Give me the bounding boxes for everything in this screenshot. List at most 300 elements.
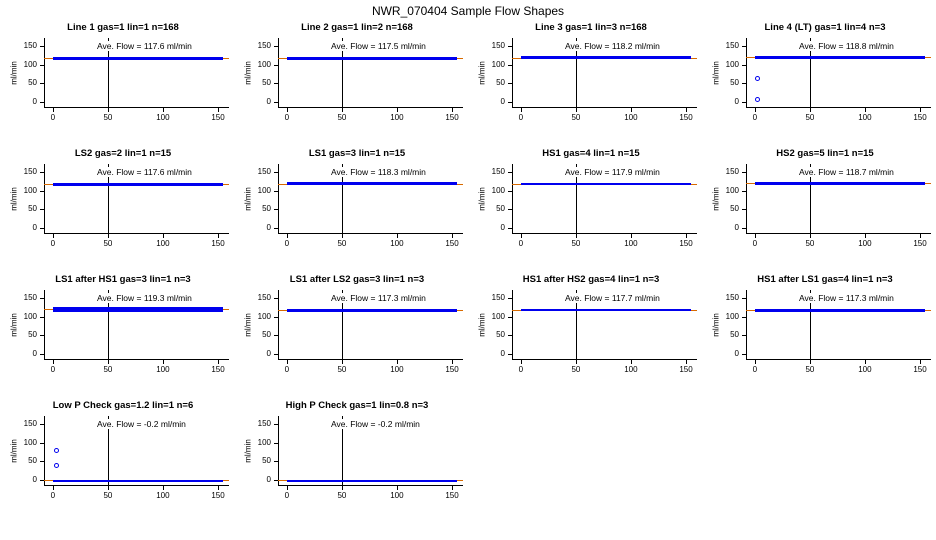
x-axis-line	[44, 485, 229, 486]
x-axis-line	[278, 107, 463, 108]
y-tick-label: 150	[23, 40, 37, 50]
x-axis-line	[278, 485, 463, 486]
plot-area	[23, 290, 229, 374]
x-tick-label: 100	[156, 491, 170, 500]
x-tick	[397, 108, 398, 112]
x-tick-label: 50	[805, 365, 815, 374]
x-tick	[631, 360, 632, 364]
x-tick-label: 50	[805, 239, 815, 248]
y-axis-line	[512, 164, 513, 234]
mean-flow-annotation: Ave. Flow = 118.8 ml/min	[799, 41, 894, 51]
y-tick	[734, 97, 746, 107]
x-tick-label: 0	[50, 113, 56, 122]
y-tick	[491, 166, 512, 176]
y-tick	[262, 456, 278, 466]
x-tick-label: 0	[284, 491, 290, 500]
y-tick-label: 0	[734, 349, 739, 359]
y-tick	[496, 330, 512, 340]
y-tick-label: 0	[266, 97, 271, 107]
x-tick-label: 50	[571, 365, 581, 374]
y-tick	[266, 349, 278, 359]
x-tick	[521, 234, 522, 238]
y-tick	[23, 311, 44, 321]
x-tick-label: 50	[805, 113, 815, 122]
y-tick-label: 150	[23, 166, 37, 176]
y-tick-label: 150	[23, 292, 37, 302]
x-tick	[163, 234, 164, 238]
x-tick-label: 100	[156, 365, 170, 374]
panel-title: HS1 gas=4 lin=1 n=15	[542, 148, 640, 159]
y-tick-label: 150	[257, 166, 271, 176]
y-tick	[262, 204, 278, 214]
mean-flow-annotation: Ave. Flow = 117.7 ml/min	[565, 293, 660, 303]
x-tick	[287, 486, 288, 490]
x-tick	[342, 486, 343, 490]
plot-area	[491, 38, 697, 122]
x-axis-line	[746, 107, 931, 108]
mean-flow-annotation: Ave. Flow = -0.2 ml/min	[331, 419, 420, 429]
y-tick	[266, 223, 278, 233]
x-axis-line	[512, 107, 697, 108]
chart-panel	[474, 22, 708, 146]
y-tick-label: 150	[23, 418, 37, 428]
data-series-band	[53, 183, 223, 186]
x-tick-label: 100	[858, 365, 872, 374]
y-tick	[725, 311, 746, 321]
y-axis-label: ml/min	[477, 61, 487, 85]
x-axis-line	[44, 107, 229, 108]
y-tick-label: 0	[32, 349, 37, 359]
y-tick	[257, 437, 278, 447]
data-point	[54, 448, 59, 453]
y-tick-label: 100	[725, 311, 739, 321]
plot-area	[257, 164, 463, 248]
y-tick-label: 150	[725, 292, 739, 302]
y-tick	[730, 78, 746, 88]
x-tick-label: 150	[679, 365, 693, 374]
x-tick-label: 150	[211, 239, 225, 248]
y-tick	[32, 349, 44, 359]
x-tick-label: 50	[337, 239, 347, 248]
panel-title: Line 4 (LT) gas=1 lin=4 n=3	[764, 22, 886, 33]
y-tick-label: 50	[496, 78, 505, 88]
x-tick-label: 50	[103, 113, 113, 122]
y-tick-label: 100	[23, 311, 37, 321]
x-tick-label: 0	[50, 365, 56, 374]
y-axis-label: ml/min	[243, 313, 253, 337]
y-tick	[23, 292, 44, 302]
data-point	[755, 97, 760, 102]
y-tick	[266, 97, 278, 107]
y-tick	[257, 166, 278, 176]
x-tick-label: 150	[211, 365, 225, 374]
y-tick-label: 50	[28, 456, 37, 466]
x-tick	[686, 234, 687, 238]
y-tick	[32, 97, 44, 107]
x-tick	[452, 486, 453, 490]
y-axis-line	[44, 38, 45, 108]
x-tick	[397, 486, 398, 490]
chart-panel	[6, 148, 240, 272]
y-tick	[28, 204, 44, 214]
x-tick	[452, 108, 453, 112]
y-axis-line	[44, 290, 45, 360]
x-tick	[287, 234, 288, 238]
y-tick	[500, 349, 512, 359]
x-tick	[108, 360, 109, 364]
data-series-band	[521, 183, 691, 186]
x-tick	[521, 108, 522, 112]
x-tick-label: 0	[752, 239, 758, 248]
data-series-band	[53, 307, 223, 312]
y-tick	[262, 330, 278, 340]
y-tick	[500, 97, 512, 107]
data-series-band	[287, 182, 457, 185]
x-tick	[342, 234, 343, 238]
x-tick	[218, 234, 219, 238]
data-series-band	[287, 309, 457, 312]
y-tick	[23, 185, 44, 195]
x-tick-label: 0	[518, 239, 524, 248]
chart-panel	[474, 148, 708, 272]
chart-panel	[708, 22, 936, 146]
chart-panel	[474, 274, 708, 398]
y-tick-label: 50	[730, 330, 739, 340]
plot-area	[257, 290, 463, 374]
plot-area	[23, 416, 229, 500]
mean-flow-annotation: Ave. Flow = 118.7 ml/min	[799, 167, 894, 177]
mean-flow-annotation: Ave. Flow = 117.6 ml/min	[97, 167, 192, 177]
panel-title: HS1 after LS1 gas=4 lin=1 n=3	[757, 274, 893, 285]
y-tick-label: 50	[496, 204, 505, 214]
chart-panel	[6, 22, 240, 146]
data-series-band	[287, 57, 457, 60]
y-tick	[257, 185, 278, 195]
plot-area	[23, 38, 229, 122]
mean-flow-annotation: Ave. Flow = -0.2 ml/min	[97, 419, 186, 429]
x-tick-label: 0	[752, 365, 758, 374]
chart-panel	[6, 400, 240, 524]
y-tick	[257, 418, 278, 428]
panel-title: LS1 gas=3 lin=1 n=15	[308, 148, 406, 159]
mean-flow-annotation: Ave. Flow = 117.5 ml/min	[331, 41, 426, 51]
x-tick	[810, 360, 811, 364]
x-tick	[342, 108, 343, 112]
x-tick	[865, 360, 866, 364]
x-tick-label: 0	[50, 239, 56, 248]
x-tick-label: 50	[103, 491, 113, 500]
y-tick	[262, 78, 278, 88]
y-axis-label: ml/min	[9, 61, 19, 85]
y-tick	[257, 292, 278, 302]
x-tick-label: 50	[103, 365, 113, 374]
data-series-band	[755, 56, 925, 59]
x-tick	[53, 360, 54, 364]
x-tick	[163, 108, 164, 112]
y-tick-label: 50	[730, 204, 739, 214]
x-tick-label: 100	[624, 365, 638, 374]
y-tick-label: 0	[32, 97, 37, 107]
x-tick-label: 150	[913, 239, 927, 248]
x-tick-label: 150	[913, 365, 927, 374]
y-tick	[725, 166, 746, 176]
x-tick-label: 150	[679, 113, 693, 122]
x-tick-label: 100	[390, 239, 404, 248]
x-tick	[108, 234, 109, 238]
data-series-band	[53, 480, 223, 482]
x-tick-label: 0	[518, 113, 524, 122]
mean-flow-annotation: Ave. Flow = 117.9 ml/min	[565, 167, 660, 177]
y-axis-label: ml/min	[711, 313, 721, 337]
mean-flow-annotation: Ave. Flow = 117.6 ml/min	[97, 41, 192, 51]
x-tick	[576, 360, 577, 364]
y-axis-label: ml/min	[9, 313, 19, 337]
x-tick	[576, 108, 577, 112]
figure-title: NWR_070404 Sample Flow Shapes	[371, 4, 565, 18]
plot-area	[725, 290, 931, 374]
chart-panel	[240, 400, 474, 524]
y-axis-line	[512, 290, 513, 360]
y-tick	[23, 166, 44, 176]
x-tick	[163, 486, 164, 490]
y-tick-label: 150	[491, 292, 505, 302]
x-tick	[576, 234, 577, 238]
y-tick-label: 0	[266, 475, 271, 485]
y-tick-label: 100	[23, 59, 37, 69]
y-axis-label: ml/min	[9, 439, 19, 463]
x-tick	[452, 234, 453, 238]
y-tick-label: 50	[262, 78, 271, 88]
y-tick	[28, 456, 44, 466]
y-tick	[23, 437, 44, 447]
panel-title: Line 2 gas=1 lin=2 n=168	[301, 22, 413, 33]
x-axis-line	[746, 359, 931, 360]
x-tick	[865, 234, 866, 238]
x-tick-label: 0	[518, 365, 524, 374]
chart-panel	[708, 274, 936, 398]
x-tick-label: 100	[156, 113, 170, 122]
x-tick-label: 150	[679, 239, 693, 248]
y-tick-label: 100	[491, 311, 505, 321]
x-tick	[397, 234, 398, 238]
y-tick-label: 150	[491, 40, 505, 50]
x-axis-line	[278, 359, 463, 360]
data-series-band	[755, 182, 925, 185]
y-axis-label: ml/min	[243, 187, 253, 211]
y-tick-label: 150	[491, 166, 505, 176]
y-tick-label: 50	[262, 204, 271, 214]
chart-panel	[240, 22, 474, 146]
x-tick-label: 0	[284, 365, 290, 374]
x-axis-line	[746, 233, 931, 234]
y-tick	[734, 349, 746, 359]
x-tick-label: 50	[337, 365, 347, 374]
y-axis-label: ml/min	[477, 187, 487, 211]
x-tick-label: 150	[445, 113, 459, 122]
mean-flow-annotation: Ave. Flow = 118.2 ml/min	[565, 41, 660, 51]
x-tick-label: 50	[337, 113, 347, 122]
x-tick-label: 150	[913, 113, 927, 122]
x-tick	[920, 234, 921, 238]
x-tick	[631, 234, 632, 238]
y-tick-label: 100	[725, 59, 739, 69]
y-tick	[500, 223, 512, 233]
x-tick-label: 100	[390, 113, 404, 122]
x-tick	[755, 360, 756, 364]
x-tick	[810, 234, 811, 238]
y-tick	[491, 59, 512, 69]
x-tick-label: 100	[390, 365, 404, 374]
x-tick-label: 50	[571, 113, 581, 122]
y-tick-label: 0	[500, 97, 505, 107]
y-tick-label: 0	[500, 349, 505, 359]
x-tick	[631, 108, 632, 112]
y-tick-label: 0	[32, 223, 37, 233]
y-tick	[491, 311, 512, 321]
plot-area	[23, 164, 229, 248]
x-tick	[218, 108, 219, 112]
x-tick	[108, 486, 109, 490]
y-tick-label: 100	[725, 185, 739, 195]
y-tick-label: 50	[496, 330, 505, 340]
x-tick	[920, 108, 921, 112]
y-tick-label: 150	[725, 166, 739, 176]
y-axis-line	[44, 164, 45, 234]
data-point	[755, 76, 760, 81]
y-tick-label: 100	[23, 437, 37, 447]
x-tick	[218, 360, 219, 364]
chart-panel	[240, 148, 474, 272]
x-axis-line	[44, 359, 229, 360]
x-tick	[755, 234, 756, 238]
y-tick-label: 100	[257, 437, 271, 447]
y-axis-label: ml/min	[711, 61, 721, 85]
y-tick-label: 150	[257, 292, 271, 302]
x-tick-label: 0	[50, 491, 56, 500]
mean-flow-annotation: Ave. Flow = 119.3 ml/min	[97, 293, 192, 303]
x-tick-label: 100	[858, 113, 872, 122]
x-tick	[163, 360, 164, 364]
y-tick	[257, 59, 278, 69]
chart-panel	[708, 148, 936, 272]
x-tick-label: 50	[103, 239, 113, 248]
y-tick	[32, 223, 44, 233]
x-tick-label: 50	[571, 239, 581, 248]
y-tick	[23, 40, 44, 50]
plot-area	[491, 164, 697, 248]
y-tick	[491, 40, 512, 50]
x-tick-label: 100	[858, 239, 872, 248]
data-series-band	[755, 309, 925, 312]
x-tick	[53, 108, 54, 112]
x-tick-label: 0	[752, 113, 758, 122]
x-tick	[686, 108, 687, 112]
chart-panel	[6, 274, 240, 398]
panel-title: Line 3 gas=1 lin=3 n=168	[535, 22, 647, 33]
y-tick-label: 0	[734, 97, 739, 107]
plot-area	[491, 290, 697, 374]
y-tick	[496, 78, 512, 88]
panel-title: Low P Check gas=1.2 lin=1 n=6	[52, 400, 194, 411]
y-axis-line	[746, 38, 747, 108]
mean-flow-annotation: Ave. Flow = 117.3 ml/min	[799, 293, 894, 303]
data-series-band	[521, 309, 691, 312]
y-tick	[491, 185, 512, 195]
x-tick-label: 150	[445, 239, 459, 248]
chart-panel	[240, 274, 474, 398]
x-axis-line	[512, 233, 697, 234]
x-tick-label: 150	[211, 113, 225, 122]
x-tick	[53, 234, 54, 238]
x-tick	[108, 108, 109, 112]
panel-title: LS1 after LS2 gas=3 lin=1 n=3	[289, 274, 425, 285]
panel-title: Line 1 gas=1 lin=1 n=168	[67, 22, 179, 33]
x-tick-label: 100	[624, 239, 638, 248]
y-tick-label: 50	[28, 204, 37, 214]
y-axis-label: ml/min	[711, 187, 721, 211]
y-tick	[28, 330, 44, 340]
y-tick-label: 150	[257, 418, 271, 428]
y-tick	[725, 292, 746, 302]
plot-area	[257, 416, 463, 500]
data-series-band	[287, 480, 457, 482]
y-tick-label: 0	[32, 475, 37, 485]
y-axis-label: ml/min	[9, 187, 19, 211]
y-axis-line	[746, 164, 747, 234]
y-tick-label: 0	[734, 223, 739, 233]
y-axis-label: ml/min	[243, 439, 253, 463]
y-tick-label: 100	[491, 185, 505, 195]
y-tick	[23, 59, 44, 69]
y-tick	[257, 311, 278, 321]
panel-title: HS1 after HS2 gas=4 lin=1 n=3	[522, 274, 660, 285]
x-tick	[287, 360, 288, 364]
y-tick	[730, 204, 746, 214]
y-tick-label: 150	[725, 40, 739, 50]
data-series-band	[53, 57, 223, 60]
x-tick-label: 150	[445, 491, 459, 500]
x-tick-label: 0	[284, 239, 290, 248]
y-tick	[23, 418, 44, 428]
y-tick	[725, 185, 746, 195]
y-axis-line	[278, 290, 279, 360]
y-axis-line	[278, 38, 279, 108]
x-tick-label: 100	[390, 491, 404, 500]
panel-title: HS2 gas=5 lin=1 n=15	[776, 148, 874, 159]
y-tick-label: 50	[262, 330, 271, 340]
plot-area	[725, 38, 931, 122]
x-tick	[920, 360, 921, 364]
panel-title: High P Check gas=1 lin=0.8 n=3	[285, 400, 429, 411]
x-tick	[287, 108, 288, 112]
y-tick-label: 50	[28, 78, 37, 88]
x-tick-label: 0	[284, 113, 290, 122]
y-axis-label: ml/min	[243, 61, 253, 85]
y-tick	[734, 223, 746, 233]
y-tick-label: 100	[257, 311, 271, 321]
y-tick	[491, 292, 512, 302]
y-tick	[725, 40, 746, 50]
y-axis-line	[746, 290, 747, 360]
x-tick	[218, 486, 219, 490]
panel-title: LS2 gas=2 lin=1 n=15	[74, 148, 172, 159]
y-tick	[496, 204, 512, 214]
y-axis-line	[278, 416, 279, 486]
x-axis-line	[278, 233, 463, 234]
x-tick-label: 50	[337, 491, 347, 500]
x-tick	[686, 360, 687, 364]
x-tick	[452, 360, 453, 364]
